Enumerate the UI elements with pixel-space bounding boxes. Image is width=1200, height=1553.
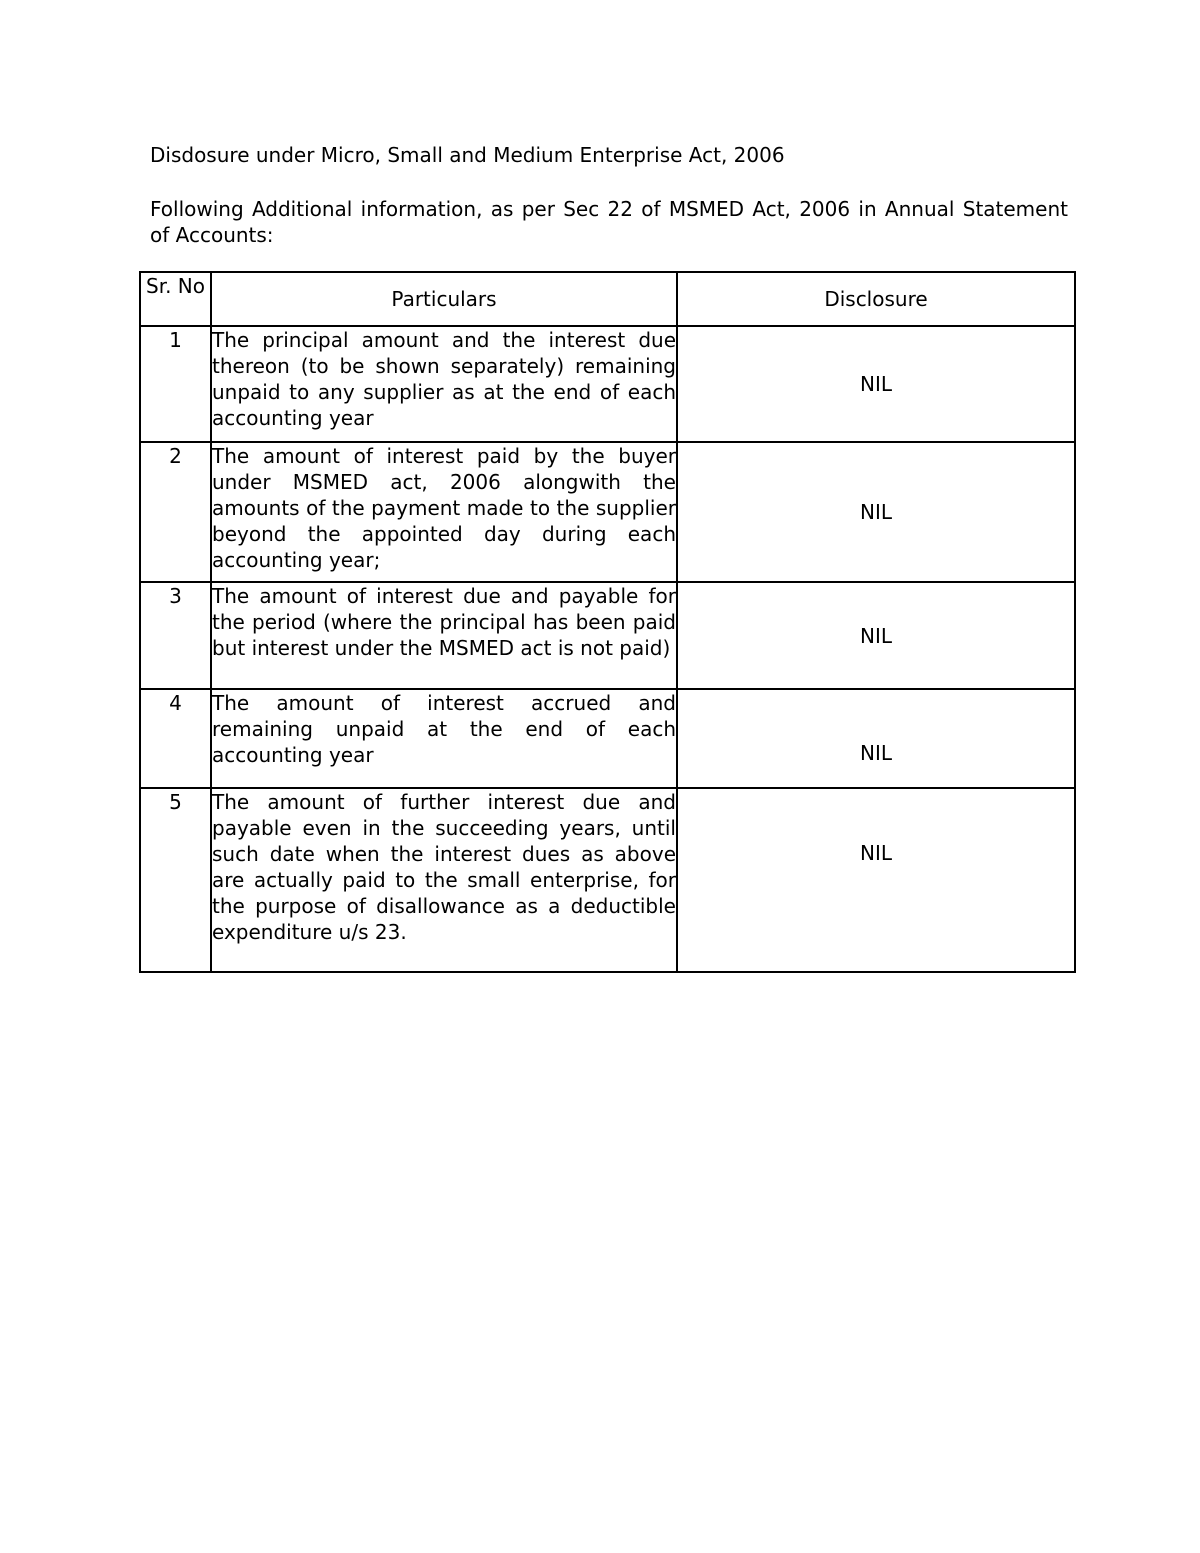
row-disclosure: NIL (677, 788, 1075, 972)
row-particulars: The amount of further interest due and payable even in the succeeding years, until such date when the interest dues as above are actually paid to the small enterprise, for the purpose of disallowance as a deductible expenditure u/s 23. (211, 788, 677, 972)
row-sr-no: 5 (140, 788, 211, 972)
table-row (140, 326, 1075, 442)
table-row (140, 582, 1075, 689)
row-sr-no: 4 (140, 689, 211, 788)
table-row (140, 442, 1075, 582)
document-heading: Disdosure under Micro, Small and Medium Enterprise Act, 2006 (150, 143, 785, 167)
header-disclosure: Disclosure (677, 272, 1075, 326)
header-particulars: Particulars (211, 272, 677, 326)
row-sr-no: 1 (140, 326, 211, 442)
row-sr-no: 2 (140, 442, 211, 582)
intro-paragraph: Following Additional information, as per Sec 22 of MSMED Act, 2006 in Annual Statement of Accounts: (150, 197, 1068, 247)
row-particulars: The amount of interest paid by the buyer under MSMED act, 2006 alongwith the amounts of the payment made to the supplier beyond the appointed day during each accounting year; (211, 442, 677, 582)
row-disclosure: NIL (677, 326, 1075, 442)
row-sr-no: 3 (140, 582, 211, 689)
row-particulars: The amount of interest due and payable for the period (where the principal has been paid but interest under the MSMED act is not paid) (211, 582, 677, 689)
row-particulars: The principal amount and the interest due thereon (to be shown separately) remaining unpaid to any supplier as at the end of each accounting year (211, 326, 677, 442)
table-row (140, 689, 1075, 788)
row-disclosure: NIL (677, 442, 1075, 582)
table-row (140, 788, 1075, 972)
row-particulars: The amount of interest accrued and remaining unpaid at the end of each accounting year (211, 689, 677, 788)
row-disclosure: NIL (677, 689, 1075, 788)
msmed-disclosure-table (139, 271, 1076, 973)
row-disclosure: NIL (677, 582, 1075, 689)
header-sr-no: Sr. No (140, 272, 211, 326)
table-header-row (140, 272, 1075, 326)
